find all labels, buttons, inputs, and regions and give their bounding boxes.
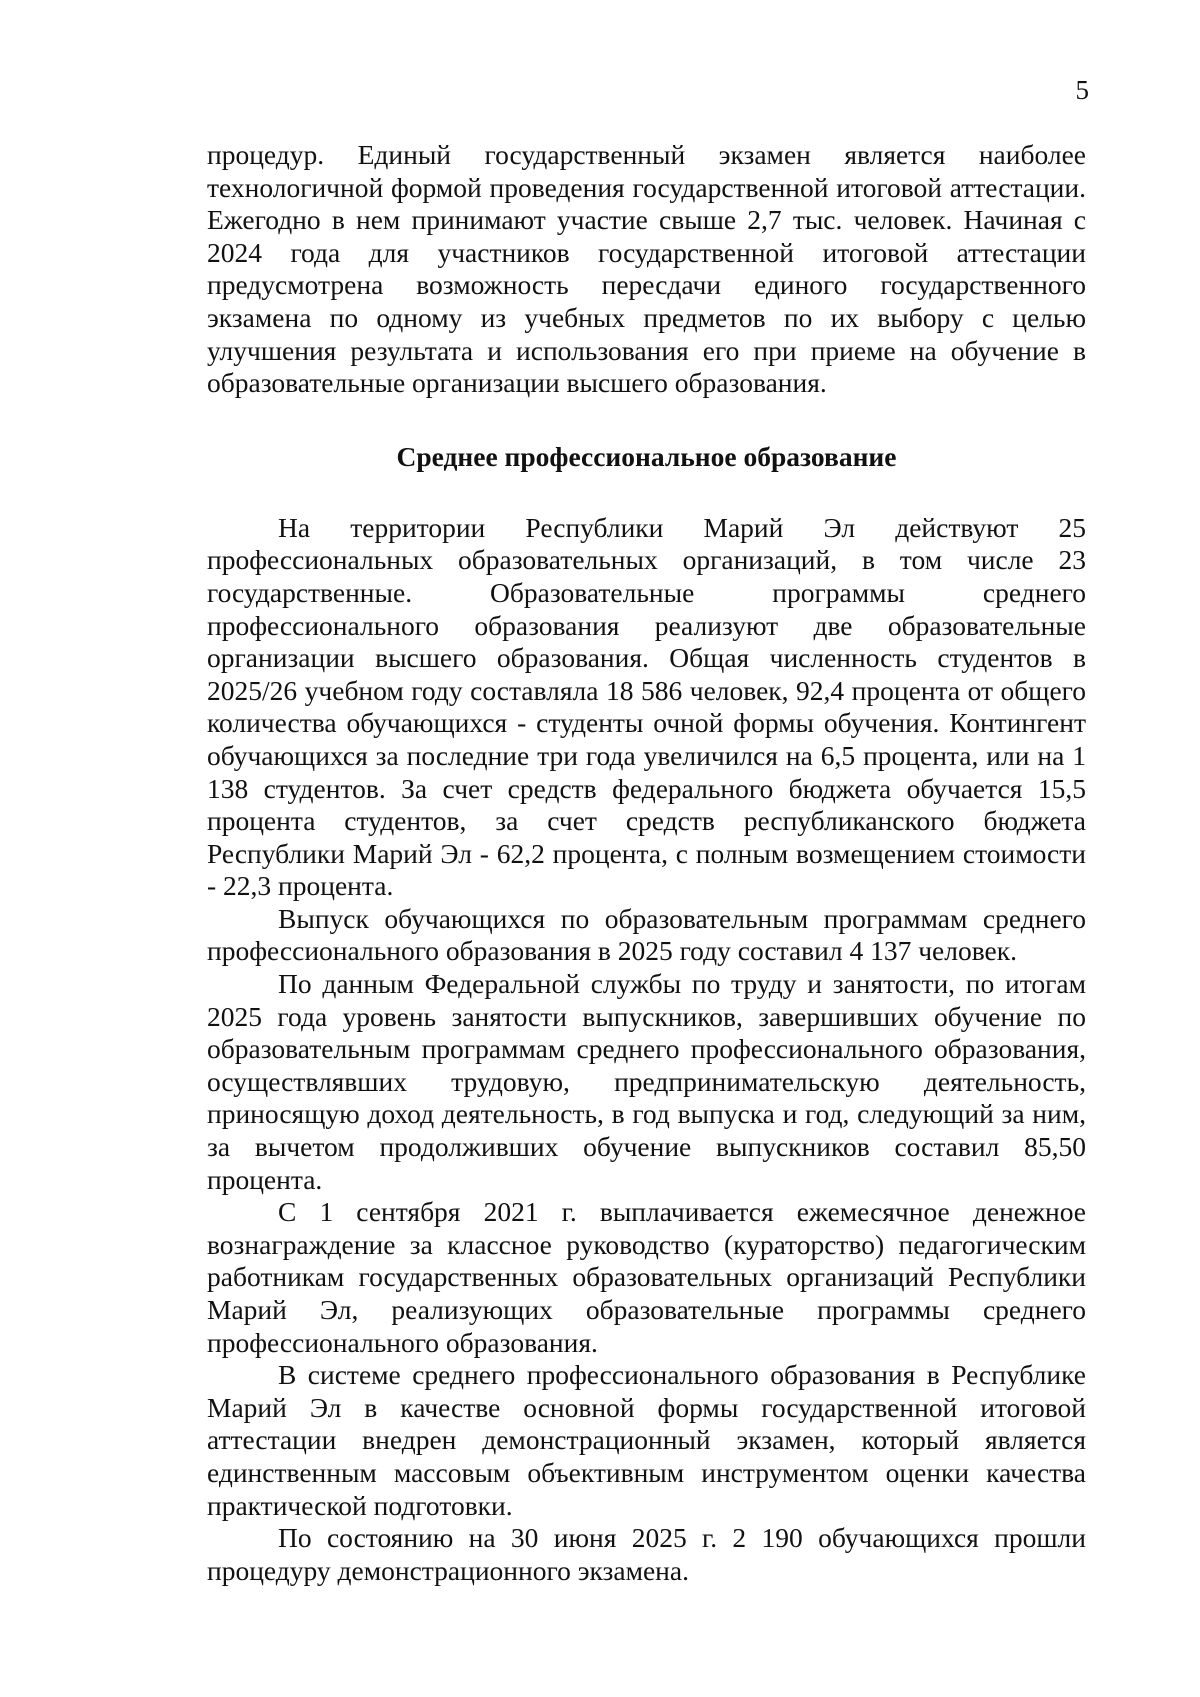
paragraph-continuation: процедур. Единый государственный экзамен является наиболее технологичной формой проведения государственной итоговой аттестации. Ежегодно в нем принимают участие свыше 2,7 тыс. человек. Начиная с 2024 года для участников государственной итоговой аттестации предусмотрена возможность пересдачи единого государственного экзамена по одному из учебных предметов по их выбору с целью улучшения результата и использования его при приеме на обучение в образовательные организации высшего образования. <box>207 139 1086 399</box>
paragraph-organizations: На территории Республики Марий Эл действуют 25 профессиональных образовательных организаций, в том числе 23 государственные. Образовательные программы среднего профессионального образования реализуют две образовательные организации высшего образования. Общая численность студентов в 2025/26 учебном году составляла 18 586 человек, 92,4 процента от общего количества обучающихся - студенты очной формы обучения. Контингент обучающихся за последние три года увеличился на 6,5 процента, или на 1 138 студентов. За счет средств федерального бюджета обучается 15,5 процента студентов, за счет средств республиканского бюджета Республики Марий Эл - 62,2 процента, с полным возмещением стоимости - 22,3 процента. <box>207 511 1086 902</box>
paragraph-employment: По данным Федеральной службы по труду и занятости, по итогам 2025 года уровень занятости выпускников, завершивших обучение по образовательным программам среднего профессионального образования, осуществлявших трудовую, предпринимательскую деятельность, приносящую доход деятельность, в год выпуска и год, следующий за ним, за вычетом продолживших обучение выпускников составил 85,50 процента. <box>207 968 1086 1195</box>
page-number: 5 <box>1075 75 1089 105</box>
document-body <box>207 139 1086 1587</box>
paragraph-exam-participants: По состоянию на 30 июня 2025 г. 2 190 обучающихся прошли процедуру демонстрационного экзамена. <box>207 1522 1086 1586</box>
paragraph-graduates: Выпуск обучающихся по образовательным программам среднего профессионального образования в 2025 году составил 4 137 человек. <box>207 902 1086 967</box>
paragraph-remuneration: С 1 сентября 2021 г. выплачивается ежемесячное денежное вознаграждение за классное руководство (кураторство) педагогическим работникам государственных образовательных организаций Республики Марий Эл, реализующих образовательные программы среднего профессионального образования. <box>207 1196 1086 1358</box>
paragraph-demo-exam: В системе среднего профессионального образования в Республике Марий Эл в качестве основной формы государственной итоговой аттестации внедрен демонстрационный экзамен, который является единственным массовым объективным инструментом оценки качества практической подготовки. <box>207 1359 1086 1521</box>
section-heading: Среднее профессиональное образование <box>396 440 897 472</box>
